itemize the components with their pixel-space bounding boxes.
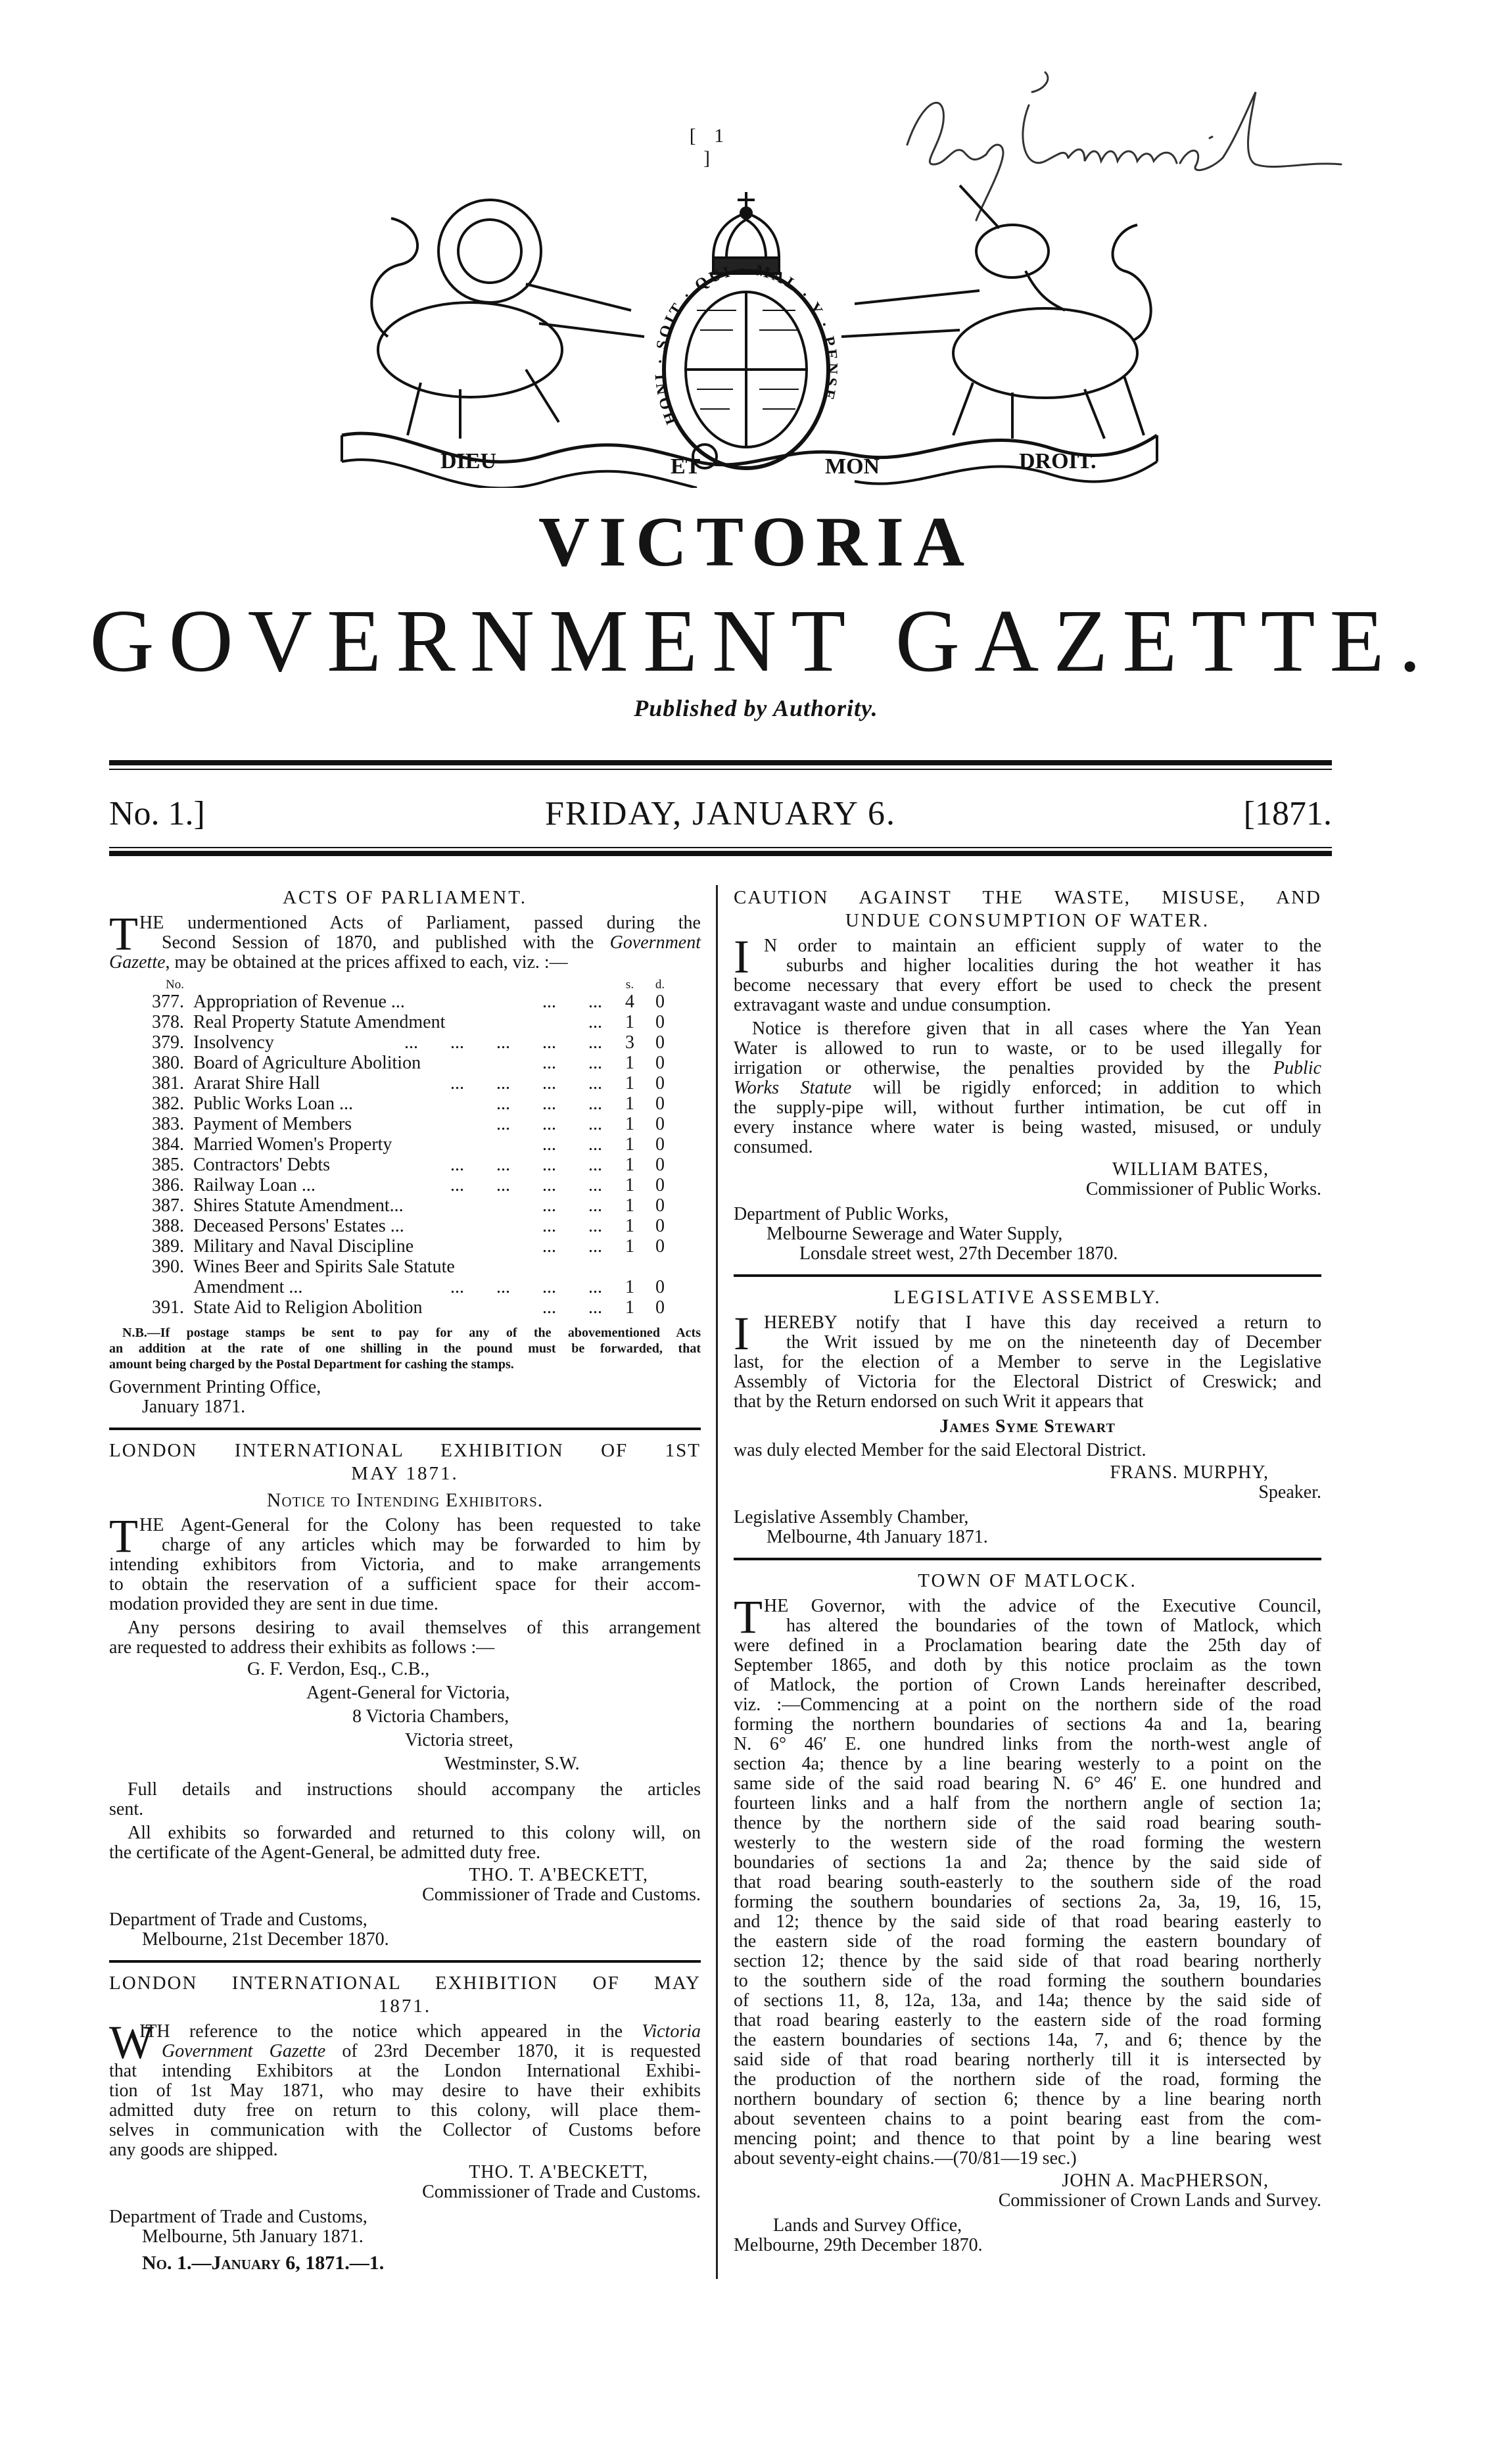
act-number: 383. [152,1114,184,1134]
heading-line: LEGISLATIVE ASSEMBLY. [893,1287,1162,1308]
dateline-line: Department of Trade and Customs, [109,2207,367,2227]
table-row [109,1196,701,1216]
column-divider [716,885,718,2279]
text-line: forming the northern boundaries of sections 4a and 1a, bearing [734,1714,1321,1735]
section-heading [734,886,1321,932]
signatory-name: WILLIAM BATES, [1112,1159,1269,1180]
svg-text:HONI · SOIT · QUI · MAL · Y ·: HONI · SOIT · QUI · MAL · Y · PENSE [651,260,841,427]
text-line: HE undermentioned Acts of Parliament, passed during the [139,913,701,933]
act-number: 390. [152,1257,184,1277]
dateline [734,1508,1321,1547]
price-pence: 0 [655,1073,665,1093]
price-shillings: 3 [625,1032,634,1053]
table-row [109,1074,701,1094]
paragraph [109,1618,701,1658]
price-shillings: 1 [625,1073,634,1093]
price-pence: 0 [655,1236,665,1257]
paragraph [734,1591,1321,2169]
paragraph [109,1510,701,1614]
text-line: last, for the election of a Member to serve in the Legislative [734,1352,1321,1372]
text-line: that by the Return endorsed on such Writ it appears that [734,1391,1144,1412]
header-no: No. [166,978,184,992]
dateline-line: Melbourne, 29th December 1870. [734,2235,983,2255]
text-line: intending exhibitors from Victoria, and to make arrangements [109,1554,701,1575]
price-pence: 0 [655,1114,665,1134]
act-title: Deceased Persons' Estates ... [193,1216,404,1236]
act-title: Board of Agriculture Abolition [193,1053,421,1073]
act-number: 377. [152,992,184,1012]
dateline-rule-thin [109,847,1332,848]
price-pence: 0 [655,1175,665,1195]
act-title: Contractors' Debts [193,1155,331,1175]
price-pence: 0 [655,1134,665,1155]
table-row [109,1278,701,1298]
signatory-name: JOHN A. MacPHERSON, [1062,2171,1269,2191]
paragraph [109,907,701,972]
act-title: Amendment ... [193,1277,303,1297]
text-line: Full details and instructions should accompany the articles [128,1779,701,1800]
dateline-line: Melbourne Sewerage and Water Supply, [767,1224,1063,1244]
text-line: modation provided they are sent in due time. [109,1594,438,1614]
dateline-line: Legislative Assembly Chamber, [734,1507,969,1527]
text-line: suburbs and higher localities during the hot weather it has [786,955,1321,976]
section-heading [109,1439,701,1485]
price-shillings: 1 [625,1093,634,1114]
royal-coat-of-arms [329,172,1170,488]
section-heading [734,1570,1321,1593]
act-title: Real Property Statute Amendment [193,1012,446,1032]
text-line: HE Governor, with the advice of the Executive Council, [764,1596,1321,1616]
dateline-line: January 1871. [142,1397,246,1417]
text-line: thence by the northern side of the said road bearing south- [734,1813,1321,1833]
dot-leader: ... ... [542,1216,602,1236]
act-title: Appropriation of Revenue ... [193,992,405,1012]
issue-number: No. 1.] [109,795,205,832]
text-line: any goods are shipped. [109,2140,278,2160]
title-government-gazette: GOVERNMENT GAZETTE. [89,592,1436,690]
price-shillings: 1 [625,1114,634,1134]
price-pence: 0 [655,1032,665,1053]
dateline [109,1378,701,1417]
lion-supporter-icon [371,200,644,439]
right-column [734,885,1321,2255]
section-rule [109,1960,701,1963]
italic-text: Gazette [109,952,166,972]
act-title: Railway Loan ... [193,1175,316,1195]
italic-text: Government Gazette [162,2041,326,2061]
issue-footer: No. 1.—January 6, 1871.—1. [142,2252,385,2274]
text-line [109,2042,701,2061]
text-line: westerly to the western side of the road forming the western [734,1833,1321,1853]
signature-block [734,2171,1321,2211]
text-line: forming the southern boundaries of sections 2a, 3a, 19, 16, 15, [734,1892,1321,1912]
table-row [109,1013,701,1033]
text-line: viz. :—Commencing at a point on the northern side of the road [734,1694,1321,1715]
text-line: the Writ issued by me on the nineteenth day of December [786,1332,1321,1353]
italic-text: Works Statute [734,1078,852,1098]
text-run: will be rigidly enforced; in addition to which [851,1078,1321,1098]
heading-line: LONDON INTERNATIONAL EXHIBITION OF MAY [109,1973,701,1994]
masthead-rule-thin [109,769,1332,770]
price-pence: 0 [655,1277,665,1297]
section-rule [109,1428,701,1430]
text-line: admitted duty free on return to this colony, will place them- [109,2100,701,2121]
dot-leader: ... ... [542,1134,602,1155]
drop-cap: I [734,930,749,983]
text-run: irrigation or otherwise, the penalties provided by the [734,1058,1273,1078]
text-line: sent. [109,1799,144,1819]
dateline-line: Melbourne, 21st December 1870. [142,1929,389,1950]
text-line: section 12; thence by the said side of that road bearing northerly [734,1951,1321,1971]
act-title: Shires Statute Amendment... [193,1195,404,1216]
note-line: amount being charged by the Postal Department for cashing the stamps. [109,1357,514,1372]
table-row [109,1094,701,1115]
dot-leader: ... ... [542,992,602,1012]
heading-line: LONDON INTERNATIONAL EXHIBITION OF 1ST [109,1440,701,1461]
act-number: 380. [152,1053,184,1073]
text-line [109,933,701,953]
price-pence: 0 [655,1216,665,1236]
header-shillings: s. [625,978,634,992]
dot-leader: ... ... ... ... [450,1175,602,1195]
act-title: State Aid to Religion Abolition [193,1297,423,1318]
act-number: 384. [152,1134,184,1155]
section-heading [109,1972,701,2018]
price-shillings: 1 [625,1053,634,1073]
dateline-line: Lands and Survey Office, [773,2215,962,2236]
paragraph [734,1307,1321,1412]
act-title: Insolvency [193,1032,274,1053]
drop-cap: T [109,907,138,960]
signatory-title: Speaker. [1258,1482,1321,1502]
signature-block [109,1865,701,1905]
drop-cap: T [734,1591,763,1643]
table-row [109,1155,701,1176]
italic-text: Victoria [642,2021,701,2042]
dot-leader: ... ... ... ... [450,1155,602,1175]
italic-text: Public [1273,1058,1321,1078]
dateline-line: Melbourne, 5th January 1871. [142,2226,364,2247]
text-line: of sections 11, 8, 12a, 13a, and 14a; thence by the said side of [734,1990,1321,2011]
act-number: 387. [152,1195,184,1216]
page-number: [ 1 ] [689,125,731,169]
act-number: 388. [152,1216,184,1236]
act-title: Military and Naval Discipline [193,1236,414,1257]
dateline [109,2207,701,2247]
price-shillings: 4 [625,992,634,1012]
text-line: the certificate of the Agent-General, be admitted duty free. [109,1842,541,1863]
signature-block [734,1160,1321,1199]
table-row [109,1135,701,1155]
svg-text:DIEU: DIEU [440,449,497,473]
dateline [734,2216,1321,2255]
address-line: Victoria street, [405,1730,513,1750]
issue-dateline [109,794,1332,834]
text-line: Assembly of Victoria for the Electoral District of Creswick; and [734,1372,1321,1392]
text-run: Second Session of 1870, and published with the [162,932,610,953]
text-line: has altered the boundaries of the town of Matlock, which [786,1616,1321,1636]
text-line: extravagant waste and undue consumption. [734,995,1051,1015]
section-rule [734,1558,1321,1560]
price-shillings: 1 [625,1236,634,1257]
published-by-authority: Published by Authority. [634,695,878,721]
signatory-title: Commissioner of Crown Lands and Survey. [998,2190,1321,2211]
text-line: said side of that road bearing northerly till it is intersected by [734,2050,1321,2070]
dot-leader: ... ... ... ... [450,1073,602,1093]
text-line: that intending Exhibitors at the London International Exhibi- [109,2061,701,2081]
dot-leader: ... ... ... ... ... [404,1032,602,1053]
text-line: to obtain the reservation of a sufficient space for their accom- [109,1574,701,1595]
price-pence: 0 [655,1297,665,1318]
text-line: Any persons desiring to avail themselves of this arrangement [128,1618,701,1638]
price-shillings: 1 [625,1155,634,1175]
dateline-line: Melbourne, 4th January 1871. [767,1527,988,1547]
text-line: the eastern boundaries of sections 14a, 7, and 6; thence by the [734,2030,1321,2050]
price-shillings: 1 [625,1297,634,1318]
price-pence: 0 [655,992,665,1012]
table-row [109,1216,701,1237]
note-line: N.B.—If postage stamps be sent to pay for any of the abovementioned Acts [122,1326,701,1340]
price-shillings: 1 [625,1195,634,1216]
text-line: are requested to address their exhibits as follows :— [109,1637,495,1658]
table-header [109,978,701,992]
left-column [109,885,701,2274]
price-shillings: 1 [625,1012,634,1032]
table-row [109,1115,701,1135]
act-title: Payment of Members [193,1114,352,1134]
table-row [109,1257,701,1278]
text-line: become necessary that every effort be used to check the present [734,975,1321,996]
dot-leader: ... ... ... [496,1093,602,1114]
dateline-line: Department of Trade and Customs, [109,1909,367,1930]
address-line: Agent-General for Victoria, [306,1683,510,1703]
drop-cap: W [109,2016,154,2069]
paragraph [109,1780,701,1819]
text-line [734,1059,1321,1078]
signatory-title: Commissioner of Trade and Customs. [422,2182,701,2202]
issue-date: FRIDAY, JANUARY 6. [545,795,896,832]
price-shillings: 1 [625,1134,634,1155]
act-title: Ararat Shire Hall [193,1073,320,1093]
text-line: Water is allowed to run to waste, or to be used illegally for [734,1038,1321,1059]
act-number: 381. [152,1073,184,1093]
unicorn-supporter-icon [841,185,1151,439]
signatory-name: THO. T. A'BECKETT, [469,2162,648,2182]
text-line [734,1078,1321,1098]
text-run: ITH reference to the notice which appeared in the [139,2021,642,2042]
acts-price-table [109,978,701,1318]
paragraph [734,1441,1321,1460]
act-number: 385. [152,1155,184,1175]
drop-cap: I [734,1307,749,1360]
elected-member-name: James Syme Stewart [939,1416,1116,1437]
act-number: 391. [152,1297,184,1318]
text-line: that road bearing south-easterly to the southern side of the road [734,1872,1321,1892]
text-line: the production of the northern side of the road, forming the [734,2069,1321,2090]
text-run: , may be obtained at the prices affixed to each, viz. :— [165,952,568,972]
text-line: All exhibits so forwarded and returned to this colony will, on [128,1823,701,1843]
price-pence: 0 [655,1195,665,1216]
dot-leader: ... ... ... [496,1114,602,1134]
masthead-rule-thick [109,760,1332,765]
text-line: consumed. [734,1137,813,1157]
act-title: Public Works Loan ... [193,1093,353,1114]
price-shillings: 1 [625,1216,634,1236]
text-line: HEREBY notify that I have this day received a return to [764,1312,1321,1333]
table-row [109,1298,701,1318]
price-pence: 0 [655,1155,665,1175]
heading-line: ACTS OF PARLIAMENT. [282,887,528,908]
text-line: was duly elected Member for the said Electoral District. [734,1440,1146,1460]
price-pence: 0 [655,1053,665,1073]
text-line: every instance where water is being wasted, misused, or unduly [734,1117,1321,1138]
title-victoria: VICTORIA [538,503,974,581]
signature-block [734,1463,1321,1502]
text-line: the eastern side of the road forming the eastern boundary of [734,1931,1321,1952]
section-rule [734,1274,1321,1277]
drop-cap: T [109,1510,138,1562]
header-pence: d. [655,978,665,992]
signatory-name: FRANS. MURPHY, [1110,1462,1269,1483]
text-line [109,2022,701,2042]
act-number: 379. [152,1032,184,1053]
address-line: Westminster, S.W. [444,1754,580,1774]
signature-block [109,2163,701,2202]
text-run: of 23rd December 1870, it is requested [325,2041,701,2061]
signatory-name: THO. T. A'BECKETT, [469,1865,648,1885]
dateline-line: Lonsdale street west, 27th December 1870. [799,1243,1118,1264]
table-row [109,1033,701,1053]
text-line: and 12; thence by the said side of that road bearing easterly to [734,1911,1321,1932]
paragraph [109,1823,701,1863]
text-line: boundaries of sections 1a and 2a; thence by the said side of [734,1852,1321,1873]
dateline [109,1910,701,1950]
postage-note [109,1325,701,1372]
text-line [109,953,701,972]
text-line: N order to maintain an efficient supply of water to the [764,936,1321,956]
dot-leader: ... ... [542,1053,602,1073]
dateline-line: Government Printing Office, [109,1377,321,1397]
text-line: the supply-pipe will, without further intimation, be cut off in [734,1097,1321,1118]
text-line: tion of 1st May 1871, who may desire to have their exhibits [109,2080,701,2101]
dot-leader: ... [588,1012,602,1032]
text-line: about seventeen chains to a point bearing east from the com- [734,2109,1321,2129]
dot-leader: ... ... [542,1195,602,1216]
text-line: same side of the said road bearing N. 6° 46′ E. one hundred and [734,1773,1321,1794]
svg-text:MON: MON [825,454,880,479]
issue-year: [1871. [1243,795,1332,832]
heading-line: 1871. [378,1996,432,2017]
dot-leader: ... ... ... ... [450,1277,602,1297]
address-line: 8 Victoria Chambers, [352,1706,509,1727]
text-line: were defined in a Proclamation bearing date the 25th day of [734,1635,1321,1656]
table-row [109,1237,701,1257]
text-line: to the southern side of the road forming the southern boundaries [734,1971,1321,1991]
dateline-line: Department of Public Works, [734,1204,949,1224]
dateline [734,1205,1321,1264]
text-line: northern boundary of section 6; thence by a line bearing north [734,2089,1321,2109]
text-line: of Matlock, the portion of Crown Lands hereinafter described, [734,1675,1321,1695]
heading-line: TOWN OF MATLOCK. [918,1570,1137,1591]
paragraph [734,930,1321,1015]
paragraph [109,2016,701,2160]
table-row [109,992,701,1013]
price-pence: 0 [655,1012,665,1032]
signatory-title: Commissioner of Public Works. [1085,1179,1321,1199]
paragraph [734,1019,1321,1157]
text-line: HE Agent-General for the Colony has been requested to take [139,1515,701,1535]
svg-text:DROIT.: DROIT. [1019,449,1097,473]
dateline-rule-thick [109,851,1332,856]
signatory-title: Commissioner of Trade and Customs. [422,1884,701,1905]
price-pence: 0 [655,1093,665,1114]
dot-leader: ... ... [542,1297,602,1318]
text-line: about seventy-eight chains.—(70/81—19 sec.) [734,2148,1077,2169]
act-title: Married Women's Property [193,1134,392,1155]
dot-leader: ... ... [542,1236,602,1257]
act-number: 389. [152,1236,184,1257]
subheading: Notice to Intending Exhibitors. [266,1489,544,1511]
svg-text:ET: ET [671,454,701,479]
address-block [109,1658,701,1776]
act-number: 378. [152,1012,184,1032]
price-shillings: 1 [625,1277,634,1297]
heading-line: CAUTION AGAINST THE WASTE, MISUSE, AND [734,887,1321,908]
text-line: September 1865, and doth by this notice proclaim as the town [734,1655,1321,1675]
italic-text: Government [609,932,701,953]
act-number: 382. [152,1093,184,1114]
section-heading [734,1286,1321,1309]
price-shillings: 1 [625,1175,634,1195]
text-line: charge of any articles which may be forwarded to him by [162,1535,701,1555]
act-title: Wines Beer and Spirits Sale Statute [193,1257,455,1277]
text-line: selves in communication with the Collector of Customs before [109,2120,701,2140]
heading-line: MAY 1871. [351,1463,459,1484]
text-line: section 4a; thence by a line bearing westerly to a point on the [734,1754,1321,1774]
table-row [109,1053,701,1074]
note-line: an addition at the rate of one shilling in the pound must be forwarded, that [109,1341,701,1356]
text-line: N. 6° 46′ E. one hundred links from the north-west angle of [734,1734,1321,1754]
text-line: mencing point; and thence to that point by a line bearing west [734,2128,1321,2149]
text-line: fourteen links and a half from the northern angle of section 1a; [734,1793,1321,1813]
table-row [109,1176,701,1196]
act-number: 386. [152,1175,184,1195]
text-line: that road bearing easterly to the eastern side of the road forming [734,2010,1321,2030]
heading-line: UNDUE CONSUMPTION OF WATER. [845,910,1210,931]
text-line: Notice is therefore given that in all cases where the Yan Yean [752,1019,1321,1039]
section-heading [109,886,701,909]
address-line: G. F. Verdon, Esq., C.B., [247,1659,430,1679]
